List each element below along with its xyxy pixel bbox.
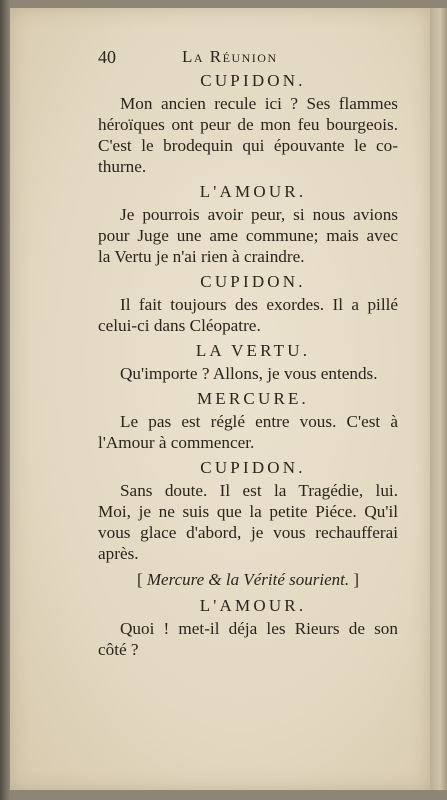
speech-line: après.	[98, 544, 139, 563]
running-head	[98, 46, 398, 70]
speech-text	[98, 618, 398, 660]
speech-line: vous glace d'abord, je vous rechaufferai	[98, 523, 398, 542]
speaker-name: CUPIDON.	[200, 272, 306, 291]
speech-line: pour Juge une ame commune; mais avec	[98, 226, 398, 245]
speech-text	[98, 93, 398, 177]
speaker-name: L'AMOUR.	[199, 182, 307, 201]
speech-text	[98, 411, 398, 453]
speaker-name: L'AMOUR.	[199, 596, 307, 615]
speech-line: Mon ancien recule ici ? Ses flammes	[120, 94, 398, 113]
speech-line: C'est le brodequin qui épouvante le co-	[98, 136, 398, 155]
speaker-name: CUPIDON.	[200, 458, 306, 477]
speaker-name: MERCURE.	[196, 389, 310, 408]
page-content	[98, 46, 398, 664]
page-number: 40	[98, 47, 116, 67]
stage-bracket-close: ]	[353, 570, 360, 589]
speech-line: héroïques ont peur de mon feu bourgeois.	[98, 115, 398, 134]
stage-direction-text: Mercure & la Vérité sourient.	[146, 570, 350, 589]
speech-line: Il fait toujours des exordes. Il a pillé	[120, 295, 398, 314]
speech-line: Quoi ! met-il déja les Rieurs de son	[120, 619, 398, 638]
book-title: La Réunion	[182, 47, 278, 66]
speech-line: Je pourrois avoir peur, si nous avions	[120, 205, 398, 224]
binding-shadow	[0, 0, 10, 800]
speech-line: Qu'importe ? Allons, je vous entends.	[120, 364, 378, 383]
speech-text	[98, 363, 398, 384]
speaker-name: LA VERTU.	[195, 341, 311, 360]
speech-line: Moi, je ne suis que la petite Piéce. Qu'il	[98, 502, 398, 521]
speech-line: thurne.	[98, 157, 147, 176]
speech-line: Sans doute. Il est la Tragédie, lui.	[120, 481, 398, 500]
speaker-name: CUPIDON.	[200, 71, 306, 90]
stage-direction	[98, 569, 398, 591]
speech-text	[98, 480, 398, 564]
speech-line: l'Amour à commencer.	[98, 433, 255, 452]
stage-bracket-open: [	[136, 570, 143, 589]
speech-text	[98, 294, 398, 336]
speech-line: Le pas est réglé entre vous. C'est à	[120, 412, 398, 431]
speech-line: la Vertu je n'ai rien à craindre.	[98, 247, 305, 266]
speech-line: côté ?	[98, 640, 139, 659]
speech-text	[98, 204, 398, 267]
page-edge	[430, 8, 447, 790]
speech-line: celui-ci dans Cléopatre.	[98, 316, 261, 335]
